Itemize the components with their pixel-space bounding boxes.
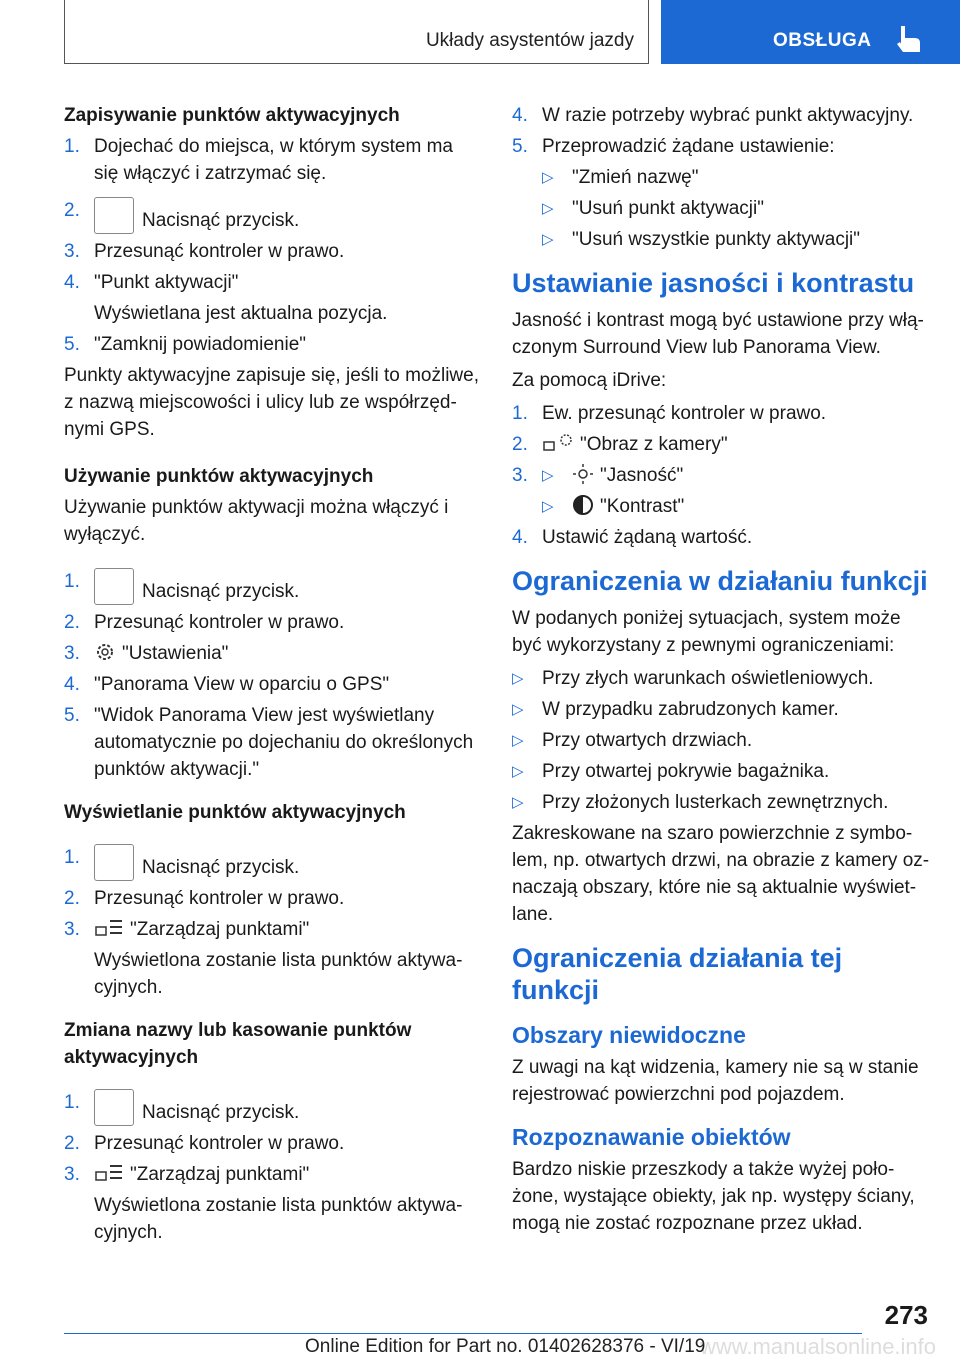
hand-pointer-icon bbox=[893, 24, 923, 54]
list-item: 5. "Widok Panorama View jest wyświetlany automatycznie po dojechaniu do określonych punktów aktywacji." bbox=[64, 705, 474, 780]
heading-limits: Ograniczenia w działaniu funkcji bbox=[512, 566, 928, 596]
paragraph: Zakreskowane na szaro powierzchnie z symbolem, np. otwartych drzwi, na obrazie z kamery oznaczają obszary, które nie są aktualnie wyświetlane. bbox=[512, 823, 930, 925]
camera-button-icon bbox=[94, 844, 134, 881]
list-item: 2. Przesunąć kontroler w prawo. bbox=[64, 612, 345, 633]
list-item: 4. W razie potrzeby wybrać punkt aktywacyjny. bbox=[512, 105, 914, 126]
footer-edition: Online Edition for Part no. 01402628376 - VI/19 bbox=[305, 1336, 706, 1357]
left-column bbox=[64, 102, 482, 1250]
paragraph: Punkty aktywacyjne zapisuje się, jeśli to możliwe, z nazwą miejscowości i ulicy lub ze współrzędnymi GPS. bbox=[64, 365, 480, 440]
paragraph: W podanych poniżej sytuacjach, system może być wykorzystany z pewnymi ograniczeniami: bbox=[512, 608, 901, 656]
list-item: 2. "Obraz z kamery" bbox=[512, 434, 728, 455]
camera-settings-icon bbox=[542, 432, 574, 454]
page-number: 273 bbox=[884, 1300, 928, 1330]
list-item: 1. Ew. przesunąć kontroler w prawo. bbox=[512, 403, 827, 424]
list-item: ▷ Przy złożonych lusterkach zewnętrznych. bbox=[512, 792, 889, 813]
brightness-icon bbox=[572, 463, 594, 485]
list-item: 1. Nacisnąć przycisk. bbox=[64, 1089, 482, 1126]
header-section-box bbox=[64, 0, 649, 64]
list-item: 1. Dojechać do miejsca, w którym system ma się włączyć i zatrzymać się. bbox=[64, 136, 453, 184]
header-section-title: Układy asystentów jazdy bbox=[425, 30, 634, 51]
watermark: www.manualsonline.info bbox=[700, 1334, 937, 1359]
list-item-note: Wyświetlona zostanie lista punktów aktywacyjnych. bbox=[94, 950, 463, 998]
list-item-note: Wyświetlona zostanie lista punktów aktywacyjnych. bbox=[94, 1195, 463, 1243]
paragraph: Jasność i kontrast mogą być ustawione przy włączonym Surround View lub Panorama View. bbox=[512, 310, 924, 358]
list-item: ▷ Przy otwartej pokrywie bagażnika. bbox=[512, 761, 830, 782]
sub-list-item: ▷ "Zmień nazwę" bbox=[542, 167, 699, 188]
heading-limits-2: Ograniczenia działania tej funkcji bbox=[512, 943, 843, 1005]
list-item: ▷ Przy złych warunkach oświetleniowych. bbox=[512, 668, 874, 689]
paragraph: Z uwagi na kąt widzenia, kamery nie są w stanie rejestrować powierzchni pod pojazdem. bbox=[512, 1057, 919, 1105]
list-item: 2. Przesunąć kontroler w prawo. bbox=[64, 888, 345, 909]
list-item: 4. Ustawić żądaną wartość. bbox=[512, 527, 753, 548]
header-tab[interactable] bbox=[661, 0, 960, 64]
list-item: 3. Przesunąć kontroler w prawo. bbox=[64, 241, 345, 262]
subheading: Zmiana nazwy lub kasowanie punktów aktywacyjnych bbox=[64, 1020, 412, 1068]
contrast-icon bbox=[572, 494, 594, 516]
list-item: ▷ W przypadku zabrudzonych kamer. bbox=[512, 699, 839, 720]
list-item: 4. "Punkt aktywacji" bbox=[64, 272, 239, 293]
paragraph: Używanie punktów aktywacji można włączyć i wyłączyć. bbox=[64, 497, 449, 545]
manage-points-icon bbox=[94, 1162, 124, 1184]
list-item: 5. "Zamknij powiadomienie" bbox=[64, 334, 307, 355]
list-item: 4. "Panorama View w oparciu o GPS" bbox=[64, 674, 390, 695]
heading-brightness: Ustawianie jasności i kontrastu bbox=[512, 268, 915, 298]
list-item: 3. "Zarządzaj punktami" bbox=[64, 919, 310, 940]
list-item: 3. "Zarządzaj punktami" bbox=[64, 1164, 310, 1185]
list-item: 3. "Ustawienia" bbox=[64, 643, 229, 664]
sub-list-item: ▷ "Usuń punkt aktywacji" bbox=[542, 198, 764, 219]
camera-button-icon bbox=[94, 197, 134, 234]
subheading: Wyświetlanie punktów aktywacyjnych bbox=[64, 802, 406, 823]
list-item: 3. ▷ "Jasność" bbox=[512, 465, 684, 486]
camera-button-icon bbox=[94, 568, 134, 605]
list-item: 2. Nacisnąć przycisk. bbox=[64, 197, 482, 234]
subheading: Używanie punktów aktywacyjnych bbox=[64, 466, 374, 487]
manage-points-icon bbox=[94, 917, 124, 939]
paragraph: Za pomocą iDrive: bbox=[512, 370, 667, 391]
subheading: Zapisywanie punktów aktywacyjnych bbox=[64, 105, 400, 126]
right-column bbox=[512, 102, 932, 1243]
heading-invisible-areas: Obszary niewidoczne bbox=[512, 1022, 746, 1048]
paragraph: Bardzo niskie przeszkody a także wyżej położone, wystające obiekty, jak np. występy ściany, mogą nie zostać rozpoznane przez układ. bbox=[512, 1159, 915, 1234]
sub-list-item: ▷ "Usuń wszystkie punkty aktywacji" bbox=[542, 229, 861, 250]
list-item: 2. Przesunąć kontroler w prawo. bbox=[64, 1133, 345, 1154]
list-item: ▷ "Kontrast" bbox=[542, 496, 685, 517]
camera-button-icon bbox=[94, 1089, 134, 1126]
list-item-note: Wyświetlana jest aktualna pozycja. bbox=[94, 303, 388, 324]
header-tab-label: OBSŁUGA bbox=[773, 30, 872, 51]
list-item: ▷ Przy otwartych drzwiach. bbox=[512, 730, 753, 751]
gear-icon bbox=[94, 641, 116, 663]
heading-object-detection: Rozpoznawanie obiektów bbox=[512, 1124, 791, 1150]
list-item: 5. Przeprowadzić żądane ustawienie: bbox=[512, 136, 835, 157]
list-item: 1. Nacisnąć przycisk. bbox=[64, 568, 482, 605]
list-item: 1. Nacisnąć przycisk. bbox=[64, 844, 482, 881]
